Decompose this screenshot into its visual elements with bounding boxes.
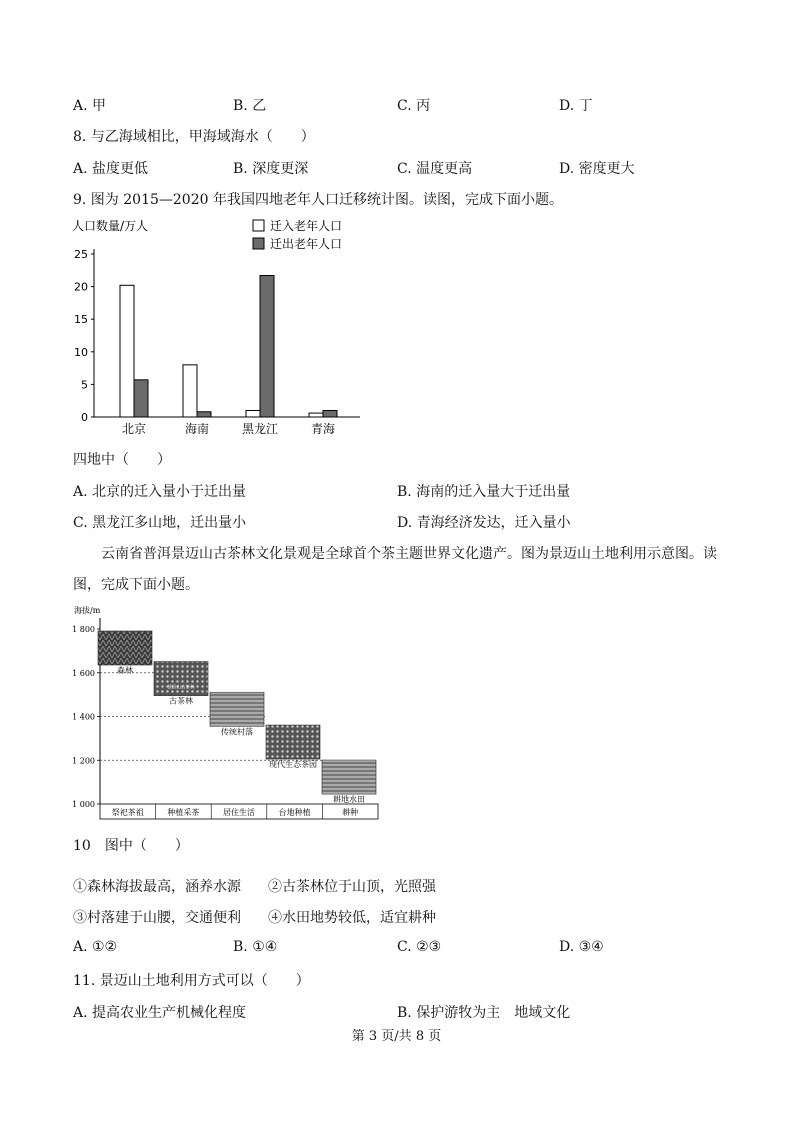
q10-option-a: A. ①② — [73, 939, 118, 955]
land-use-figure — [70, 604, 390, 822]
elevation-tick-label: 1 400 — [72, 712, 95, 722]
y-tick-label: 10 — [74, 345, 88, 359]
q10-option-c: C. ②③ — [397, 939, 442, 955]
x-category-label: 黑龙江 — [241, 422, 279, 436]
passage-line2: 图，完成下面小题。 — [73, 577, 199, 593]
zone-photo-forest — [98, 631, 152, 665]
q7-option-d: D. 丁 — [559, 98, 593, 114]
q9-option-d: D. 青海经济发达，迁入量小 — [397, 515, 571, 531]
q10-statement-1: ①森林海拔最高，涵养水源 — [73, 879, 241, 895]
legend-swatch-out — [253, 238, 264, 249]
bar-in-3 — [309, 413, 323, 417]
q8-option-a: A. 盐度更低 — [73, 161, 149, 177]
q9-intro: 9. 图为 2015—2020 年我国四地老年人口迁移统计图。读图，完成下面小题。 — [73, 192, 563, 208]
bar-in-1 — [183, 365, 197, 417]
q11-option-b: B. 保护游牧为主 地域文化 — [397, 1005, 571, 1021]
q9-options-row2 — [73, 512, 733, 532]
page-footer: 第 3 页/共 8 页 — [351, 1029, 442, 1044]
legend — [253, 218, 342, 251]
zone-photo-village — [210, 692, 264, 726]
q10-option-b: B. ①④ — [233, 939, 278, 955]
q9-option-b: B. 海南的迁入量大于迁出量 — [397, 484, 571, 500]
bar-in-0 — [120, 285, 134, 417]
bar-out-3 — [323, 410, 337, 417]
q8-option-c: C. 温度更高 — [397, 161, 473, 177]
q9-option-c: C. 黑龙江多山地，迁出量小 — [73, 515, 247, 531]
elevation-tick-label: 1 600 — [72, 668, 95, 678]
y-tick-label: 25 — [74, 248, 88, 261]
photo-caption: 景迈山古茶林 — [167, 685, 195, 691]
migration-bar-chart — [70, 214, 370, 439]
legend-label-out: 迁出老年人口 — [270, 237, 343, 251]
x-category-label: 北京 — [121, 422, 147, 436]
q7-option-a: A. 甲 — [73, 98, 107, 114]
q8-options — [73, 158, 733, 178]
elevation-tick-label: 1 200 — [72, 756, 95, 766]
q9-option-a: A. 北京的迁入量小于迁出量 — [73, 484, 247, 500]
elevation-tick-label: 1 800 — [72, 625, 95, 634]
q7-option-b: B. 乙 — [233, 98, 267, 114]
q9-options-row1 — [73, 481, 733, 501]
q8-stem: 8. 与乙海域相比，甲海域海水（ ） — [73, 129, 315, 145]
q10-statement-3: ③村落建于山腰，交通便利 — [73, 910, 241, 926]
q11-stem: 11. 景迈山土地利用方式可以（ ） — [73, 973, 310, 989]
zone-photo-tea-garden — [266, 725, 320, 759]
zone-label-paddy: 耕地水田 — [333, 795, 365, 805]
activity-label: 耕种 — [342, 808, 359, 817]
q10-statement-4: ④水田地势较低，适宜耕种 — [268, 910, 436, 926]
zone-photo-paddy — [322, 760, 376, 794]
q10-options — [73, 939, 733, 959]
q8-option-b: B. 深度更深 — [233, 161, 309, 177]
y-tick-label: 0 — [81, 411, 88, 424]
zone-label-ancient-tea: 古茶林 — [169, 696, 193, 706]
q8-option-d: D. 密度更大 — [559, 161, 635, 177]
zone-label-tea-garden: 现代生态茶园 — [269, 760, 317, 770]
x-category-label: 青海 — [310, 422, 336, 436]
bar-out-0 — [134, 380, 148, 417]
activity-label: 台地种植 — [278, 808, 311, 817]
y-axis-label: 人口数量/万人 — [72, 219, 149, 233]
q10-statement-2: ②古茶林位于山顶，光照强 — [268, 879, 436, 895]
legend-swatch-in — [253, 220, 264, 231]
q11-option-a: A. 提高农业生产机械化程度 — [73, 1005, 247, 1021]
elevation-axis-title: 海拔/m — [74, 606, 101, 615]
q7-options — [73, 95, 733, 115]
y-tick-label: 15 — [74, 313, 88, 327]
x-category-label: 海南 — [184, 422, 210, 436]
bar-in-2 — [246, 410, 260, 417]
y-tick-label: 20 — [74, 280, 88, 294]
legend-label-in: 迁入老年人口 — [270, 219, 343, 233]
activity-label: 种植采茶 — [167, 808, 200, 817]
zone-label-forest: 森林 — [117, 666, 133, 675]
bar-out-2 — [260, 276, 274, 417]
q10-stem: 10 图中（ ） — [73, 838, 189, 854]
q7-option-c: C. 丙 — [397, 98, 431, 114]
q9-stem: 四地中（ ） — [73, 452, 171, 468]
activity-label: 祭祀茶祖 — [111, 808, 144, 817]
bar-out-1 — [197, 412, 211, 417]
activity-label: 居住生活 — [223, 808, 255, 817]
y-tick-label: 5 — [81, 378, 88, 392]
q10-option-d: D. ③④ — [559, 939, 604, 955]
zone-label-village: 传统村落 — [221, 727, 253, 737]
passage-line1: 云南省普洱景迈山古茶林文化景观是全球首个茶主题世界文化遗产。图为景迈山土地利用示意图。读 — [101, 546, 717, 562]
elevation-tick-label: 1 000 — [72, 800, 95, 809]
q11-options — [73, 1002, 733, 1022]
